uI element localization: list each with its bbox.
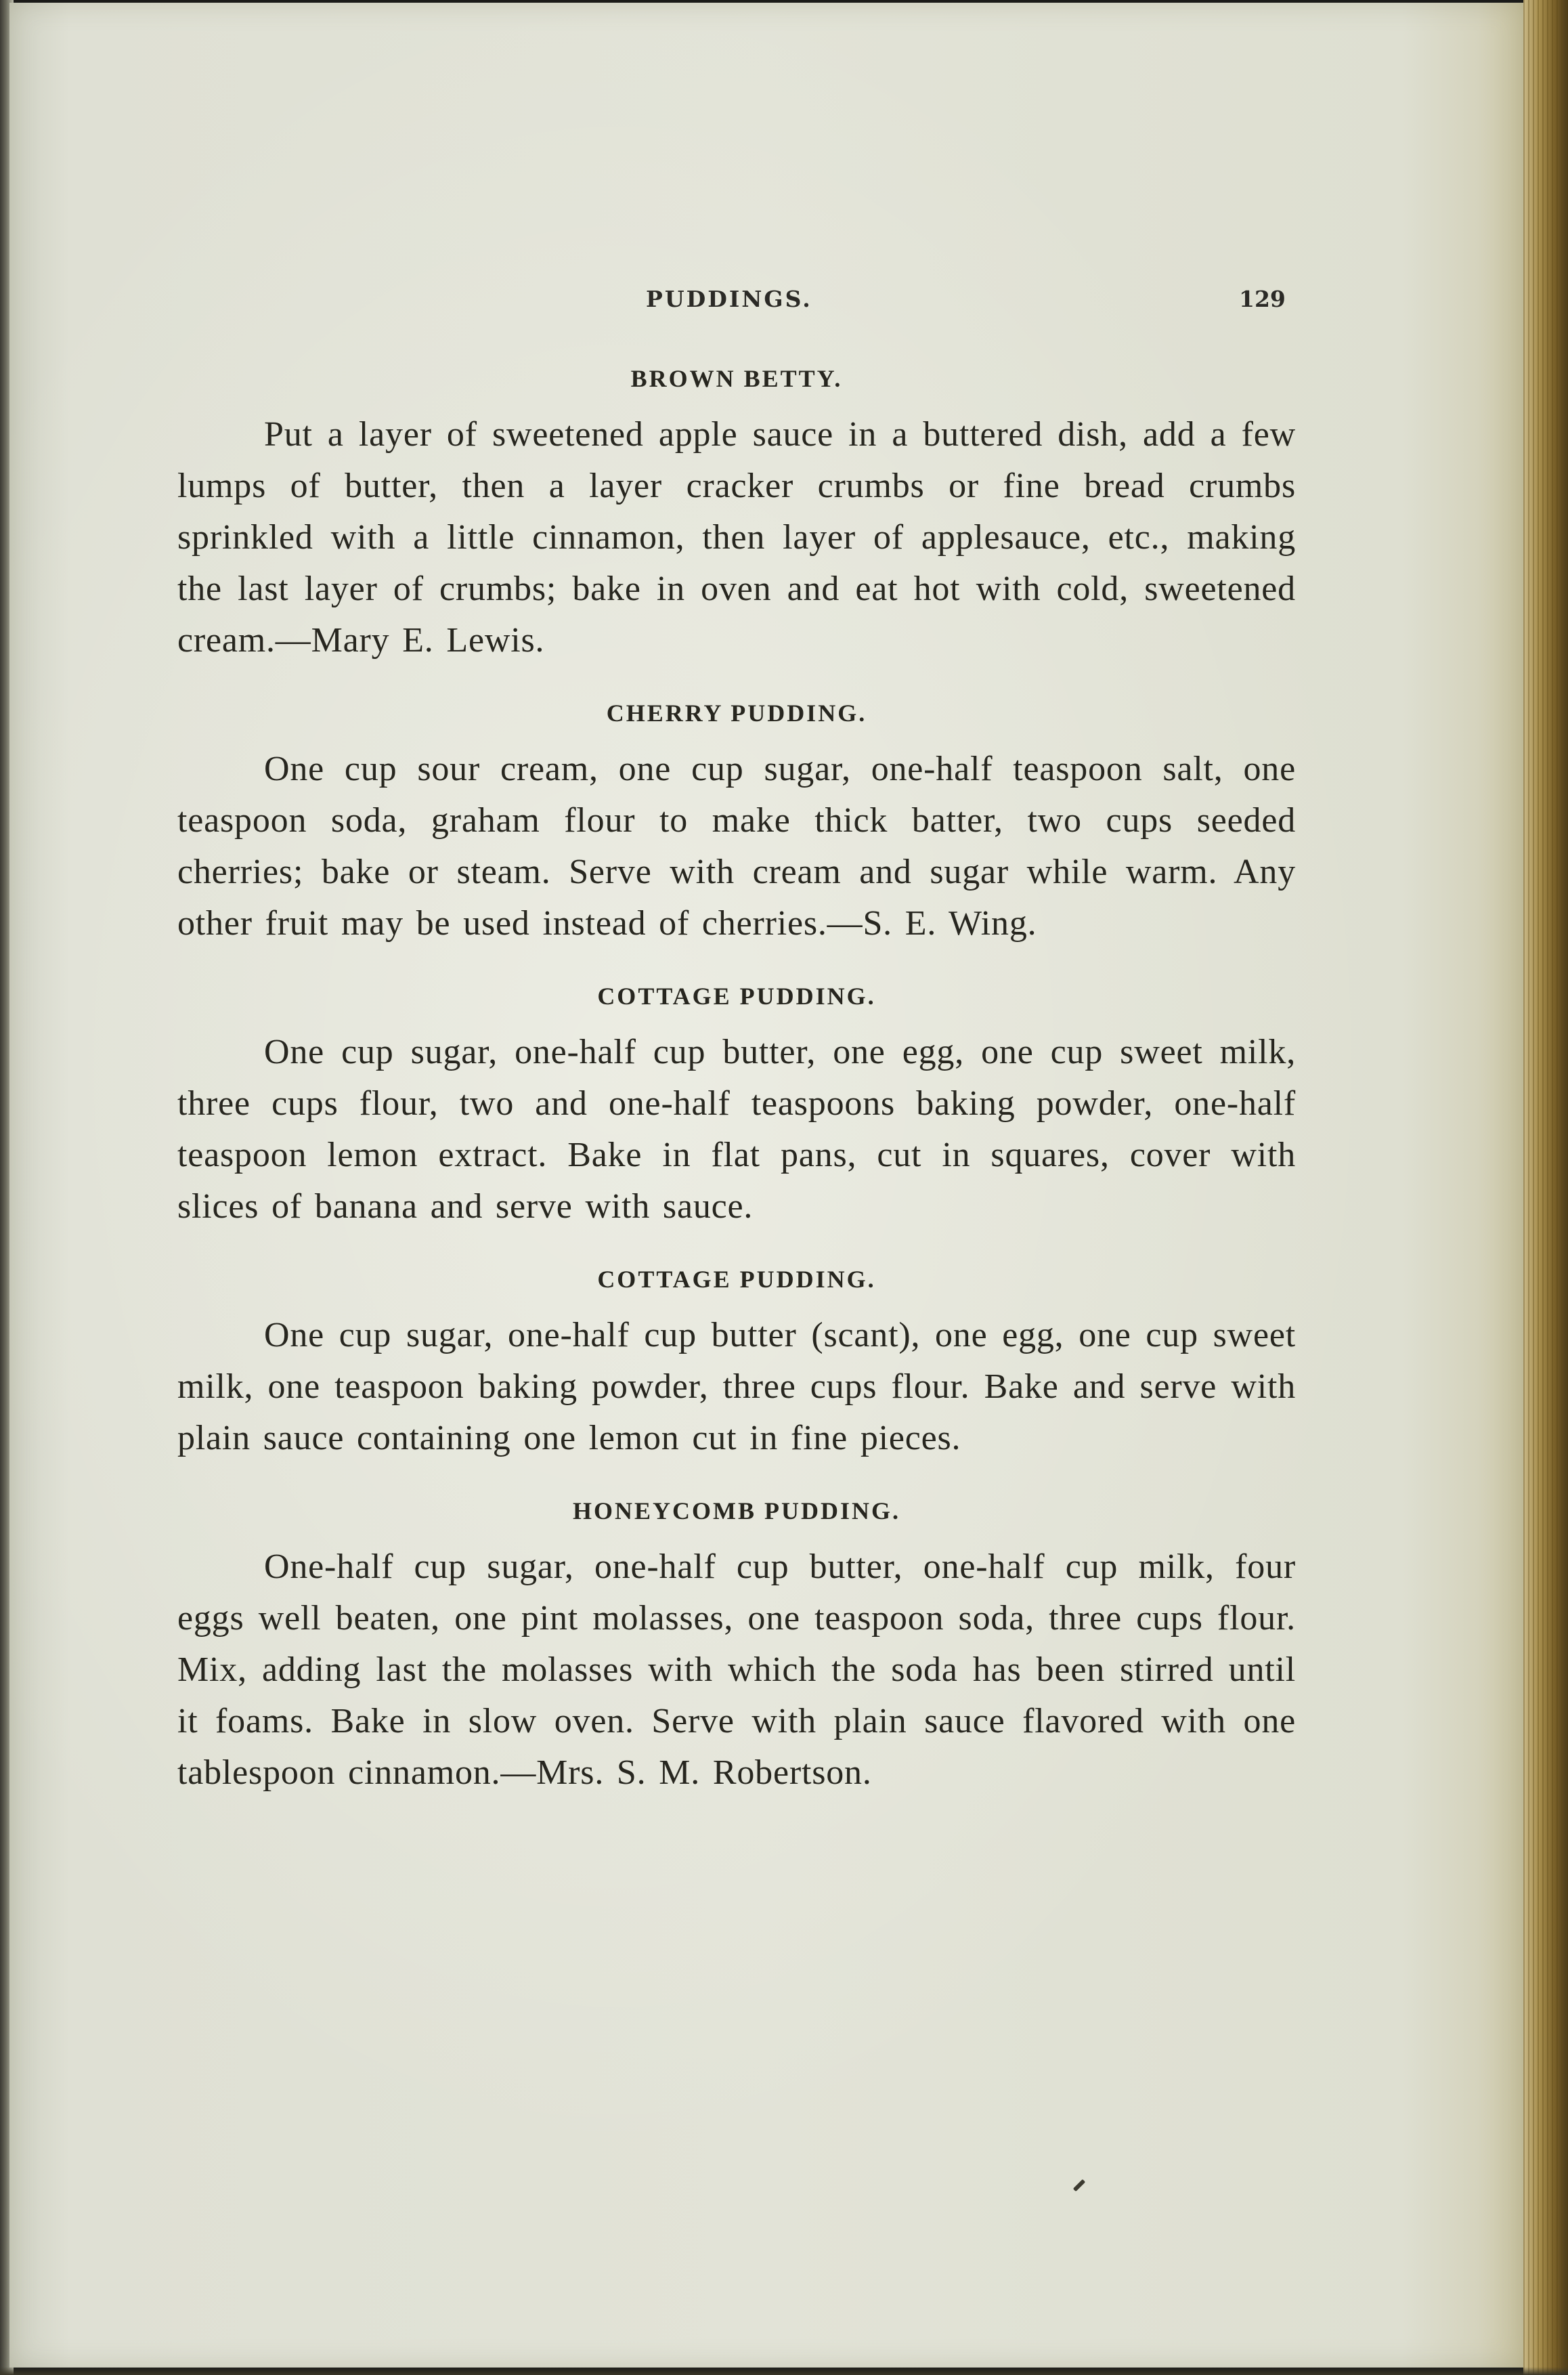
recipe-body: One cup sugar, one-half cup butter (scant), one egg, one cup sweet milk, one teaspoon baking powder, three cups flour. Bake and serve with plain sauce containing one lemon cut in fine pieces. xyxy=(177,1316,1296,1457)
book-page xyxy=(9,3,1523,2368)
recipe-cottage-pudding-2 xyxy=(177,1262,1296,1464)
recipe-cottage-pudding-1 xyxy=(177,979,1296,1233)
recipe-title: BROWN BETTY. xyxy=(630,365,843,392)
recipe-body: One-half cup sugar, one-half cup butter, one-half cup milk, four eggs well beaten, one pint molasses, one teaspoon soda, three cups flour. Mix, adding last the molasses with which the soda has been stirred until it foams. Bake in slow oven. Serve with plain sauce flavored with one tablespoon cinnamon.—Mrs. S. M. Robertson. xyxy=(177,1547,1296,1792)
recipe-honeycomb-pudding xyxy=(177,1494,1296,1799)
ink-mark xyxy=(1073,2179,1085,2191)
recipe-body: One cup sugar, one-half cup butter, one egg, one cup sweet milk, three cups flour, two and one-half teaspoons baking powder, one-half teaspoon lemon extract. Bake in flat pans, cut in squares, cover with slices of banana and serve with sauce. xyxy=(177,1033,1296,1226)
book-spine-edge xyxy=(1523,0,1568,2375)
page-content xyxy=(177,362,1296,1828)
recipe-body: Put a layer of sweetened apple sauce in a buttered dish, add a few lumps of butter, then a layer cracker crumbs or fine bread crumbs sprinkled with a little cinnamon, then layer of applesauce, etc., making the last layer of crumbs; bake in oven and eat hot with cold, sweetened cream.—Mary E. Lewis. xyxy=(177,415,1296,660)
recipe-title: COTTAGE PUDDING. xyxy=(597,1266,876,1293)
recipe-title: COTTAGE PUDDING. xyxy=(597,983,876,1010)
recipe-body: One cup sour cream, one cup sugar, one-half teaspoon salt, one teaspoon soda, graham flour to make thick batter, two cups seeded cherries; bake or steam. Serve with cream and sugar while warm. Any other fruit may be used instead of cherries.—S. E. Wing. xyxy=(177,750,1296,943)
running-title: PUDDINGS. xyxy=(646,286,812,312)
recipe-title: CHERRY PUDDING. xyxy=(606,700,867,727)
recipe-brown-betty xyxy=(177,362,1296,666)
page-number: 129 xyxy=(1239,286,1286,312)
running-head xyxy=(9,286,1523,320)
recipe-cherry-pudding xyxy=(177,696,1296,949)
page-bottom-edge xyxy=(0,2367,1568,2375)
recipe-title: HONEYCOMB PUDDING. xyxy=(573,1497,900,1524)
